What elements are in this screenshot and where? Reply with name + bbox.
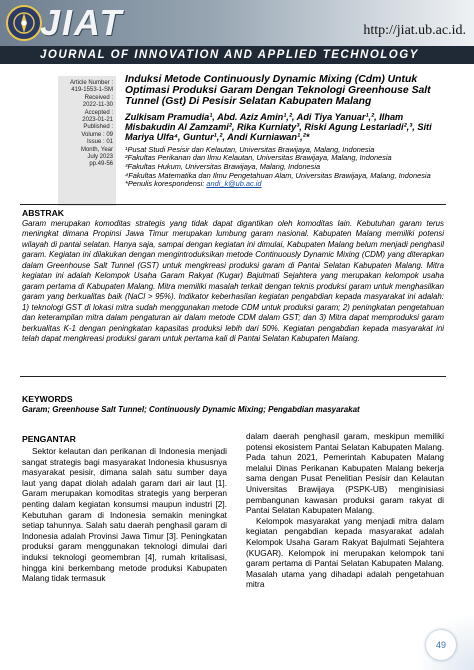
info-line: Accepted : [84, 109, 113, 116]
info-line: Article Number : [69, 80, 113, 86]
article-title: Induksi Metode Continuously Dynamic Mixing (Cdm) Untuk Optimasi Produksi Garam Dengan Teknologi Greenhouse Salt Tunnel (Gst) Di Pesisir Selatan Kabupaten Malang [125, 74, 431, 108]
journal-full-name: JOURNAL OF INNOVATION AND APPLIED TECHNOLOGY [40, 49, 419, 61]
affiliation: ¹Pusat Studi Pesisir dan Kelautan, Universitas Brawijaya, Malang, Indonesia [125, 144, 375, 154]
info-line: July 2023 [87, 154, 113, 161]
body-text-right [246, 431, 444, 590]
paragraph: Sektor kelautan dan perikanan di Indonesia menjadi sangat strategis bagi masyarakat Indonesia khususnya masyarakat pesisir, dimana salah satu sumber daya laut yang dapat diolah adalah garam dari air laut [1]. Garam merupakan komoditas strategis yang berperan penting dalam kegiatan konsumsi maupun industri [2]. Kebutuhan garam di Indonesia semakin meningkat setiap tahunnya. Salah satu daerah penghasil garam di Indonesia adalah Provinsi Jawa Timur [3]. Peningkatan produksi garam menggunakan teknologi dimulai dari induksi teknologi geomembran [4], rumah kritalisasi, hingga kini berkembang metode produksi Kabupaten Malang tidak termasuk [22, 446, 227, 584]
affiliation: ⁴Fakultas Matematika dan Ilmu Pengetahuan Alam, Universitas Brawijaya, Malang, Indonesia [125, 170, 431, 180]
info-line: 419-1553-1-SM [71, 87, 113, 94]
article-header [125, 74, 443, 189]
abstract-top-rule [20, 204, 446, 205]
info-line: Volume : 09 [81, 131, 113, 138]
journal-banner [0, 0, 474, 64]
info-line: 2022-11-30 [82, 102, 113, 109]
keywords-heading: KEYWORDS [22, 394, 73, 404]
keywords-text: Garam; Greenhouse Salt Tunnel; Continuously Dynamic Mixing; Pengabdian masyarakat [22, 405, 360, 414]
intro-heading: PENGANTAR [22, 434, 76, 444]
info-line: 2023-01-21 [82, 117, 113, 124]
body-column-left [22, 434, 227, 584]
university-logo-icon [5, 4, 43, 42]
corresponding-label: *Penulis korespondensi: [125, 179, 207, 189]
author-list: Zulkisam Pramudia¹, Abd. Aziz Amin¹,², Adi Tiya Yanuar¹,², Ilham Misbakudin Al Zamzami², Rika Kurniaty³, Riski Agung Lestariadi²,³, Siti Mariya Ulfa⁴, Guntur¹,², Andi Kurniawan¹,²* [125, 111, 432, 143]
affiliation: ²Fakultas Perikanan dan Ilmu Kelautan, Universitas Brawijaya, Malang, Indonesia [125, 153, 392, 163]
affiliation: ³Fakultas Hukum, Universitas Brawijaya, Malang, Indonesia [125, 162, 321, 172]
page-number: 49 [426, 630, 456, 660]
body-text-left [22, 446, 227, 584]
info-line: pp.49-56 [89, 161, 113, 168]
abstract-section [22, 208, 444, 344]
abstract-text: Garam merupakan komoditas strategis yang tidak dapat digantikan oleh komoditas lain. Kebutuhan garam terus meningkat dimana Propinsi Jawa Timur merupakan lumbung garam nasional. Kabupaten Malang memiliki potensi wilayah di pantai selatan. Hanya saja, sampai dengan kegiatan ini dimulai, Kabupaten Malang belum menjadi penghasil garam. Kegiatan ini dilakukan dengan mengintroduksikan metode Continuously Dynamic Mixing (CDM) yang diterapkan dalam Greenhouse Salt Tunnel (GST) untuk mengkreasi produksi garam di Pantai Selatan Kabupaten Malang. Mitra kegiatan ini adalah Kelompok Usaha Garam Rakyat (Kugar) Bajulmati Sejahtera yang merupakan kelompok usaha garam pertama di Kabupaten Malang. Mitra memiliki masalah terkait dengan teknis produksi garam untuk menghasilkan garam yang berkualitas baik (NaCl > 95%). Indikator keberhasilan kegiatan pengabdian kepada masyarakat ini adalah: 1) teknologi GST di lokasi mitra sudah menggunakan metode CDM untuk produksi garam; 2) peningkatan pengetahuan dan keterampilan mitra dalam pengaturan air dalam metode CDM dalam GST; dan 3) Mitra dapat memproduksi garam berkualitas K-1 dengan peningkatan kapasitas produksi lebih dari 50%. Kegiatan pengabdian kepada masyarakat ini telah dapat mengkreasi produksi garam untuk pertama kali di Pantai Selatan Kabupaten Malang. [22, 219, 444, 343]
corresponding-email-link[interactable]: andi_k@ub.ac.id [206, 179, 262, 189]
info-line: Issue : 01 [86, 139, 113, 146]
journal-url[interactable]: http://jiat.ub.ac.id. [363, 23, 466, 38]
paragraph: Kelompok masyarakat yang menjadi mitra dalam kegiatan pengabdian kepada masyarakat adalah Kelompok Usaha Garam Rakyat Bajulmati Sejahtera (KUGAR). Kelompok ini merupakan kelompok tani garam pertama di Pantai Selatan Kabupaten Malang. Masalah utama yang dihadapi adalah pengetahuan mitra [246, 515, 444, 590]
keywords-section [22, 394, 444, 415]
paragraph: dalam daerah penghasil garam, meskipun memiliki potensi ekosistem Pantai Selatan Kabupaten Malang. Pada tahun 2021, Pemerintah Kabupaten Malang melalui Dinas Perikanan Kabupaten Malang bekerja sama dengan Pusat Penelitian Pesisir dan Kelautan Universitas Brawijaya (PSPK-UB) menginisiasi pembangunan kawasan produksi garam rakyat di Pantai Selatan Kabupaten Malang. [246, 431, 444, 516]
journal-short-title: JIAT [40, 2, 124, 43]
affiliation-list [125, 146, 443, 189]
abstract-bottom-rule [20, 376, 446, 377]
body-column-right [246, 431, 444, 590]
info-line: Published : [83, 124, 113, 131]
info-line: Received : [84, 94, 113, 101]
corresponding-author [125, 180, 443, 189]
abstract-heading: ABSTRAK [22, 208, 65, 218]
info-line: Month, Year [80, 146, 113, 153]
article-info-box [58, 76, 116, 206]
